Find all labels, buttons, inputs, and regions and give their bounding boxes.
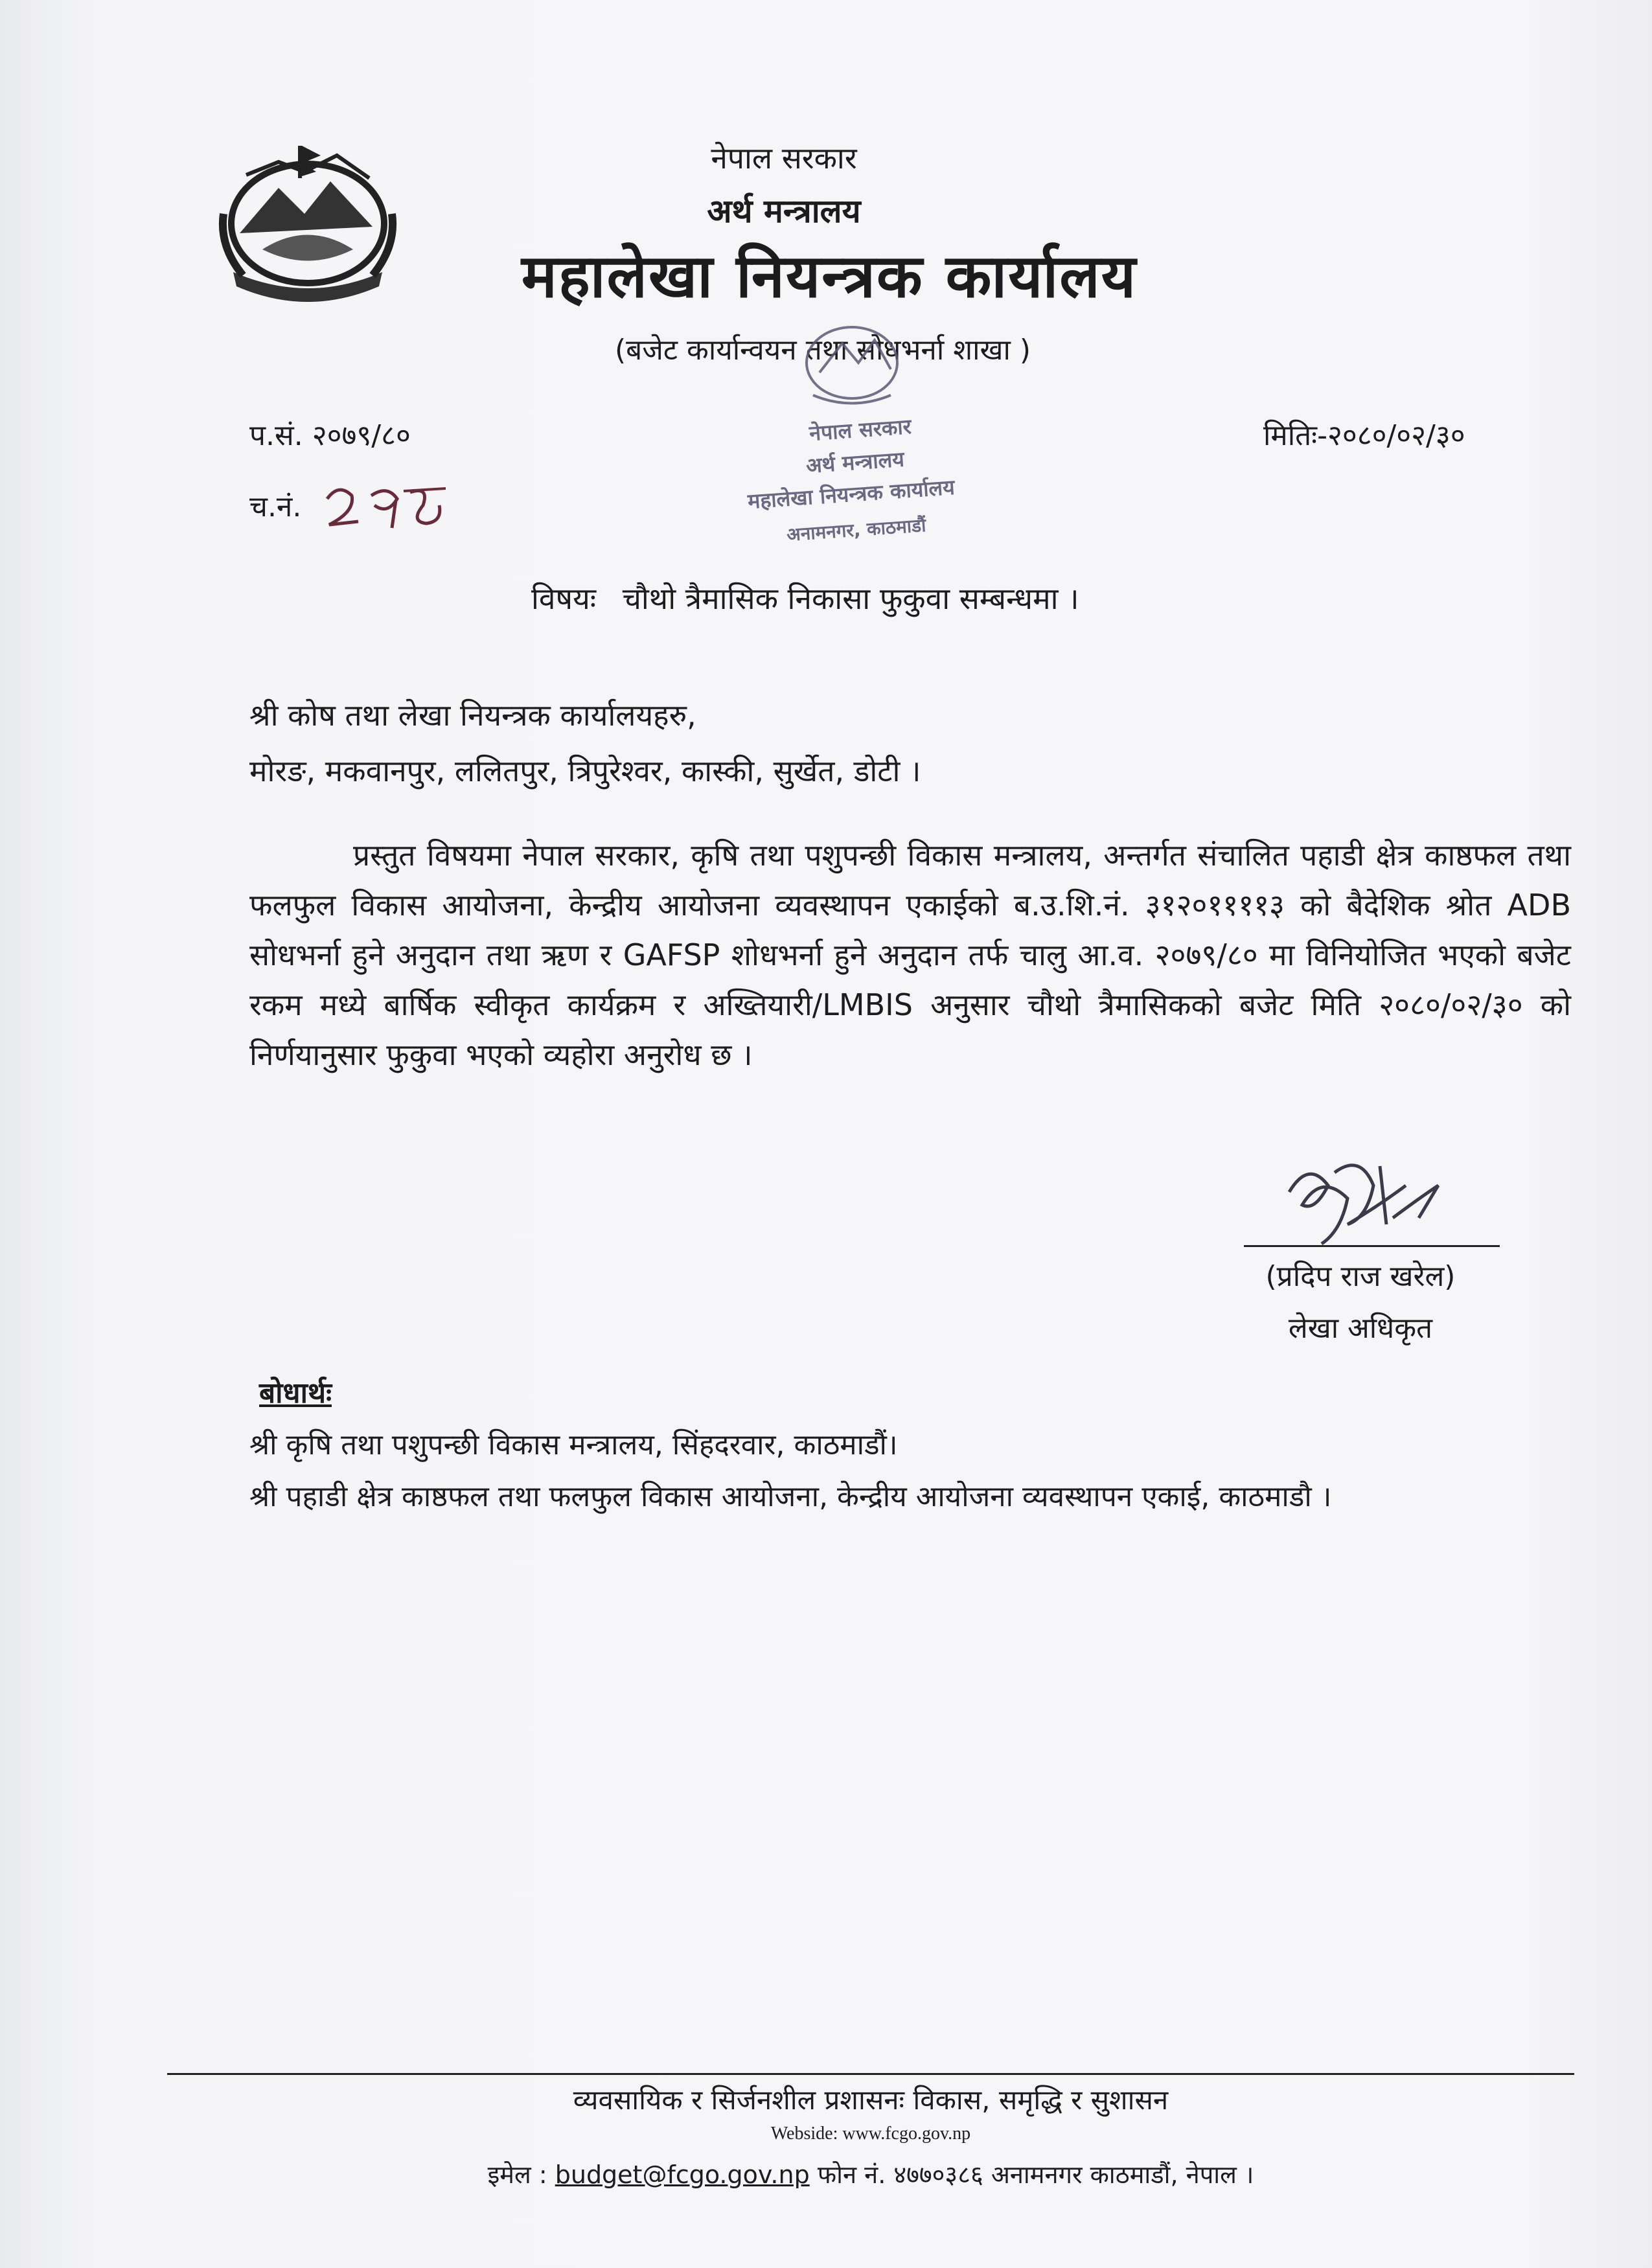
cc-item: श्री पहाडी क्षेत्र काष्ठफल तथा फलफुल विकास आयोजना, केन्द्रीय आयोजना व्यवस्थापन एकाई, काठमाडौ । xyxy=(249,1480,1332,1513)
subject-text: चौथो त्रैमासिक निकासा फुकुवा सम्बन्धमा । xyxy=(622,581,1079,616)
nepal-emblem-icon xyxy=(207,136,408,317)
letter-number xyxy=(249,415,411,453)
subject-label: विषयः xyxy=(531,581,597,616)
date-value: २०८०/०२/३० xyxy=(1327,419,1465,452)
letter-number-label: प.सं. xyxy=(249,419,303,452)
letter-date xyxy=(1263,415,1465,453)
email-link[interactable]: budget@fcgo.gov.np xyxy=(555,2160,810,2189)
office-name: महालेखा नियन्त्रक कार्यालय xyxy=(521,242,1138,311)
dispatch-number xyxy=(249,479,449,531)
dispatch-number-label: च.नं. xyxy=(249,490,302,523)
email-label: इमेल : xyxy=(487,2160,547,2189)
handwritten-dispatch-number xyxy=(319,479,449,531)
signature-icon xyxy=(1270,1147,1464,1250)
signature-line xyxy=(1244,1245,1500,1247)
phone-number: ४७७०३८६ xyxy=(893,2160,983,2189)
cc-heading: बोधार्थः xyxy=(259,1377,332,1410)
footer-website: Webside: www.fcgo.gov.np xyxy=(770,2124,971,2144)
footer-contact xyxy=(167,2157,1574,2191)
date-label: मितिः- xyxy=(1263,419,1327,452)
addressee-line-1: श्री कोष तथा लेखा नियन्त्रक कार्यालयहरु, xyxy=(249,698,696,733)
body-paragraph: प्रस्तुत विषयमा नेपाल सरकार, कृषि तथा पशुपन्छी विकास मन्त्रालय, अन्तर्गत संचालित पहाडी क्षेत्र काष्ठफल तथा फलफुल विकास आयोजना, केन्द्रीय आयोजना व्यवस्थापन एकाईको ब.उ.शि.नं. ३१२०११११३ को बैदेशिक श्रोत ADB सोधभर्ना हुने अनुदान तथा ऋण र GAFSP शोधभर्ना हुने अनुदान तर्फ चालु आ.व. २०७९/८० मा विनियोजित भएको बजेट रकम मध्ये बार्षिक स्वीकृत कार्यक्रम र अख्तियारी/LMBIS अनुसार चौथो त्रैमासिकको बजेट मिति २०८०/०२/३० को निर्णयानुसार फुकुवा भएको व्यहोरा अनुरोध छ । xyxy=(249,838,1571,1072)
stamp-line-2: अर्थ मन्त्रालय xyxy=(805,446,905,478)
ministry-name: अर्थ मन्त्रालय xyxy=(707,192,861,230)
footer-motto: व्यवसायिक र सिर्जनशील प्रशासनः विकास, समृद्धि र सुशासन xyxy=(573,2084,1169,2116)
stamp-line-1: नेपाल सरकार xyxy=(808,414,912,446)
addressee-line-2: मोरङ, मकवानपुर, ललितपुर, त्रिपुरेश्वर, कास्की, सुर्खेत, डोटी । xyxy=(249,753,921,788)
phone-label: फोन नं. xyxy=(817,2160,886,2189)
signatory-name: (प्रदिप राज खरेल) xyxy=(1265,1260,1456,1293)
stamp-line-4: अनामनगर, काठमाडौं xyxy=(786,514,927,545)
letter-number-value: २०७९/८० xyxy=(312,419,411,452)
signatory-designation: लेखा अधिकृत xyxy=(1288,1312,1433,1345)
branch-name: (बजेट कार्यान्वयन तथा सोधभर्ना शाखा ) xyxy=(614,334,1031,367)
stamp-line-3: महालेखा नियन्त्रक कार्यालय xyxy=(746,474,956,514)
office-stamp xyxy=(739,311,1011,551)
government-name: नेपाल सरकार xyxy=(711,141,857,176)
cc-item: श्री कृषि तथा पशुपन्छी विकास मन्त्रालय, सिंहदरवार, काठमाडौं। xyxy=(249,1428,898,1461)
office-address: अनामनगर काठमाडौं, नेपाल । xyxy=(991,2160,1254,2189)
subject-line xyxy=(531,578,1079,618)
footer-divider xyxy=(167,2073,1574,2075)
